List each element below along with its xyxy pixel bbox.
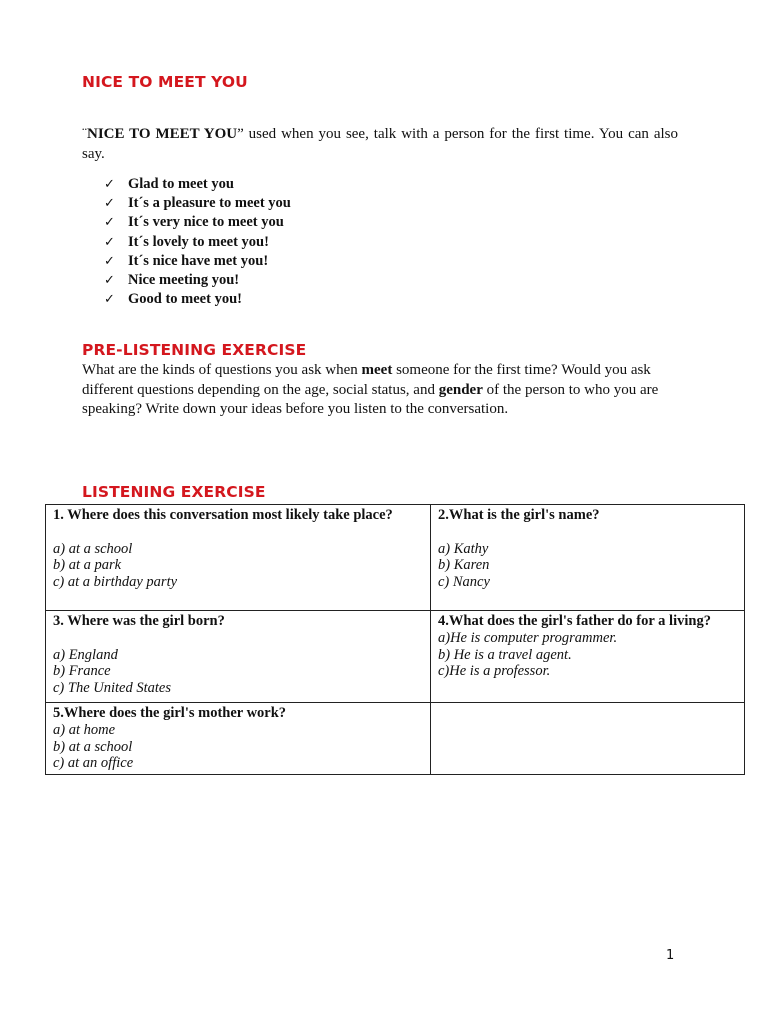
list-item-text: It´s very nice to meet you [128,214,284,231]
answer-option: a) at home [53,721,116,738]
answer-option: c) at a birthday party [53,574,178,591]
answer-option: b) at a park [53,557,122,574]
list-item-text: Good to meet you! [128,291,242,308]
check-icon: ✓ [104,177,115,193]
answer-option: a) England [53,646,118,663]
question-text: 5.Where does the girl's mother work? [53,705,287,721]
table-row [46,703,745,775]
pre-listening-paragraph [82,361,678,420]
question-text: 4.What does the girl's father do for a living? [438,613,711,629]
list-item [104,213,291,232]
answer-option: b) Karen [438,557,490,574]
list-item-text: Glad to meet you [128,176,234,193]
check-icon: ✓ [104,215,115,231]
list-item [104,271,291,290]
alternatives-list [104,175,291,309]
list-item [104,252,291,271]
pre-listening-bold-gender: gender [438,381,483,398]
page-title: NICE TO MEET YOU [82,73,248,91]
list-item-text: Nice meeting you! [128,272,240,289]
listening-exercise-table [45,504,745,775]
intro-rest: ” used when you see, talk with a person for the first time. You can also say. [82,126,678,162]
pre-listening-heading: PRE-LISTENING EXERCISE [82,341,307,359]
check-icon: ✓ [104,273,115,289]
answer-option: a) Kathy [438,540,489,557]
pre-listening-text-2: someone for the first time? Would you ask different questions depending on the age, social status, and [82,362,651,398]
check-icon: ✓ [104,234,115,250]
listening-heading: LISTENING EXERCISE [82,483,266,501]
list-item [104,233,291,252]
answer-option: b) He is a travel agent. [438,646,572,663]
question-text: 3. Where was the girl born? [53,613,225,629]
intro-quote-open: ¨ [82,126,87,142]
list-item-text: It´s nice have met you! [128,252,269,269]
question-text: 2.What is the girl's name? [438,507,600,523]
list-item [104,194,291,213]
answer-option: c) The United States [53,680,171,697]
question-cell-4 [431,611,745,703]
answer-option: c) at an office [53,755,134,772]
question-cell-5 [46,703,431,775]
table-row [46,505,745,611]
question-text: 1. Where does this conversation most likely take place? [53,507,393,523]
answer-option: b) France [53,663,111,680]
list-item-text: It´s a pleasure to meet you [128,195,291,212]
intro-phrase: NICE TO MEET YOU [87,126,238,142]
question-cell-1 [46,505,431,611]
check-icon: ✓ [104,253,115,269]
list-item [104,175,291,194]
answer-option: a)He is computer programmer. [438,629,618,646]
answer-option: c) Nancy [438,574,490,591]
list-item [104,290,291,309]
intro-paragraph [82,124,678,164]
answer-option: c)He is a professor. [438,663,551,680]
answer-option: a) at a school [53,540,133,557]
pre-listening-text-3: of the person to who you are speaking? Write down your ideas before you listen to the conversation. [82,381,659,417]
page-number: 1 [666,948,675,963]
pre-listening-bold-meet: meet [361,362,393,378]
check-icon: ✓ [104,292,115,308]
question-cell-3 [46,611,431,703]
table-row [46,611,745,703]
question-cell-2 [431,505,745,611]
check-icon: ✓ [104,196,115,212]
list-item-text: It´s lovely to meet you! [128,233,269,250]
empty-cell [431,703,745,775]
answer-option: b) at a school [53,738,133,755]
pre-listening-text-1: What are the kinds of questions you ask when [82,362,362,378]
